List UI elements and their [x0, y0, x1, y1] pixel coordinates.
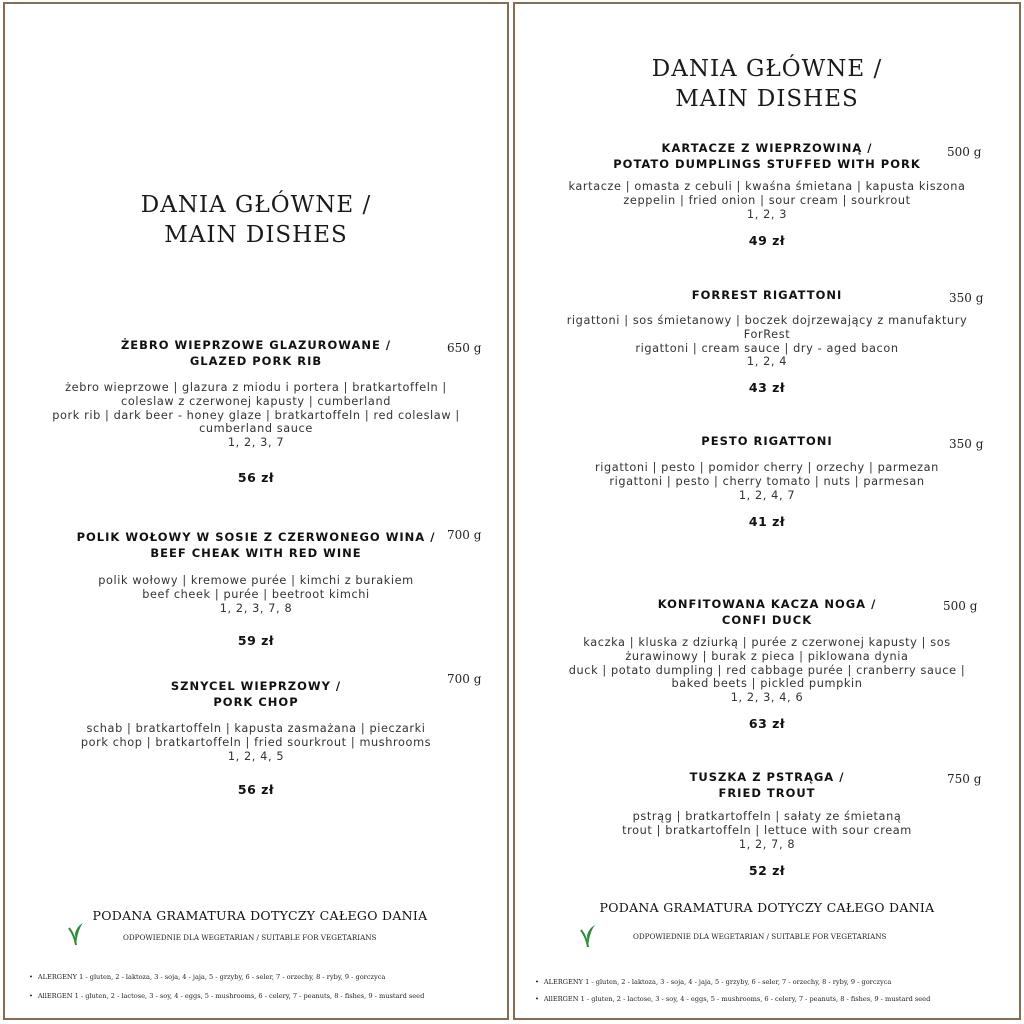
allergens-pl: • ALERGENY 1 - gluten, 2 - laktoza, 3 - soja, 4 - jaja, 5 - grzyby, 6 - seler, 7 - orzechy, 8 - ryby, 9 - gorczyca [535, 978, 891, 986]
dish-weight: 500 g [943, 599, 978, 613]
menu-page-right [513, 2, 1021, 1020]
dish-price: 59 zł [237, 633, 275, 648]
portion-note: PODANA GRAMATURA DOTYCZY CAŁEGO DANIA [599, 900, 935, 915]
menu-page-left [3, 2, 509, 1020]
dish-name-en: PESTO RIGATTONI [701, 434, 833, 448]
dish-name [515, 287, 1019, 303]
dish-description: rigattoni | sos śmietanowy | boczek dojrzewający z manufaktury ForRest rigattoni | cream sauce | dry - aged bacon 1, 2, 4 [566, 314, 968, 369]
page-title [5, 190, 507, 250]
dish-price: 43 zł [748, 380, 786, 395]
leaf-icon [67, 920, 85, 946]
dish-name-en: FORREST RIGATTONI [691, 288, 843, 302]
dish-name [515, 140, 1019, 172]
dish-description: rigattoni | pesto | pomidor cherry | orzechy | parmezan rigattoni | pesto | cherry tomato | nuts | parmesan 1, 2, 4, 7 [595, 461, 939, 502]
dish-name-pl: KARTACZE Z WIEPRZOWINĄ / [661, 141, 873, 155]
title-line-en: MAIN DISHES [675, 86, 859, 112]
dish-name-pl: ŻEBRO WIEPRZOWE GLAZUROWANE / [120, 338, 392, 352]
dish-weight: 650 g [447, 341, 482, 355]
allergens-en: • AllERGEN 1 - gluten, 2 - lactose, 3 - soy, 4 - eggs, 5 - mushrooms, 6 - celery, 7 - peanuts, 8 - fishes, 9 - mustard seed [535, 995, 930, 1003]
dish-description: polik wołowy | kremowe purée | kimchi z burakiem beef cheek | purée | beetroot kimchi 1, 2, 3, 7, 8 [98, 574, 414, 615]
dish-description: żebro wieprzowe | glazura z miodu i portera | bratkartoffeln | coleslaw z czerwonej kapusty | cumberland pork rib | dark beer - honey glaze | bratkartoffeln | red coleslaw | cumberland sauce 1, 2, 3, 7 [52, 381, 460, 450]
dish-weight: 750 g [947, 772, 982, 786]
dish-weight: 700 g [447, 672, 482, 686]
dish-weight: 350 g [949, 291, 984, 305]
dish-price: 56 zł [237, 470, 275, 485]
dish-name-en: PORK CHOP [213, 695, 299, 709]
dish-weight: 500 g [947, 145, 982, 159]
dish-name-pl: KONFITOWANA KACZA NOGA / [657, 597, 877, 611]
dish-description: kartacze | omasta z cebuli | kwaśna śmietana | kapusta kiszona zeppelin | fried onion | sour cream | sourkrout 1, 2, 3 [568, 180, 966, 221]
dish-name [515, 433, 1019, 449]
dish-description: kaczka | kluska z dziurką | purée z czerwonej kapusty | sos żurawinowy | burak z pieca | piklowana dynia duck | potato dumpling | red cabbage purée | cranberry sauce | baked beets | pickled pumpkin 1, 2, 3, 4, 6 [568, 636, 966, 705]
allergens-en: • AllERGEN 1 - gluten, 2 - lactose, 3 - soy, 4 - eggs, 5 - mushrooms, 6 - celery, 7 - peanuts, 8 - fishes, 9 - mustard seed [29, 992, 424, 1000]
dish-name-pl: SZNYCEL WIEPRZOWY / [170, 679, 342, 693]
allergens-pl: • ALERGENY 1 - gluten, 2 - laktoza, 3 - soja, 4 - jaja, 5 - grzyby, 6 - seler, 7 - orzechy, 8 - ryby, 9 - gorczyca [29, 973, 385, 981]
dish-name [5, 529, 507, 561]
dish-name-en: BEEF CHEAK WITH RED WINE [150, 546, 362, 560]
dish-weight: 350 g [949, 437, 984, 451]
page-title [515, 54, 1019, 114]
dish-price: 49 zł [748, 233, 786, 248]
dish-description: schab | bratkartoffeln | kapusta zasmażana | pieczarki pork chop | bratkartoffeln | fried sourkrout | mushrooms 1, 2, 4, 5 [80, 722, 432, 763]
dish-name-en: GLAZED PORK RIB [189, 354, 323, 368]
dish-name-en: CONFI DUCK [721, 613, 813, 627]
dish-price: 52 zł [748, 863, 786, 878]
dish-price: 41 zł [748, 514, 786, 529]
dish-price: 63 zł [748, 716, 786, 731]
dish-name-en: FRIED TROUT [718, 786, 816, 800]
title-line-pl: DANIA GŁÓWNE / [651, 56, 883, 82]
dish-weight: 700 g [447, 528, 482, 542]
dish-name-pl: TUSZKA Z PSTRĄGA / [689, 770, 845, 784]
vegetarian-note: ODPOWIEDNIE DLA WEGETARIAN / SUITABLE FOR VEGETARIANS [633, 932, 887, 941]
dish-name [5, 337, 507, 369]
title-line-pl: DANIA GŁÓWNE / [140, 192, 372, 218]
dish-name [515, 769, 1019, 801]
dish-name-en: POTATO DUMPLINGS STUFFED WITH PORK [613, 157, 921, 171]
vegetarian-note: ODPOWIEDNIE DLA WEGETARIAN / SUITABLE FOR VEGETARIANS [123, 933, 377, 942]
title-line-en: MAIN DISHES [164, 222, 348, 248]
leaf-icon [579, 922, 597, 948]
portion-note: PODANA GRAMATURA DOTYCZY CAŁEGO DANIA [92, 908, 428, 923]
dish-name [5, 678, 507, 710]
dish-name-pl: POLIK WOŁOWY W SOSIE Z CZERWONEGO WINA / [76, 530, 436, 544]
dish-price: 56 zł [237, 782, 275, 797]
dish-description: pstrąg | bratkartoffeln | sałaty ze śmietaną trout | bratkartoffeln | lettuce with sour cream 1, 2, 7, 8 [622, 810, 912, 851]
